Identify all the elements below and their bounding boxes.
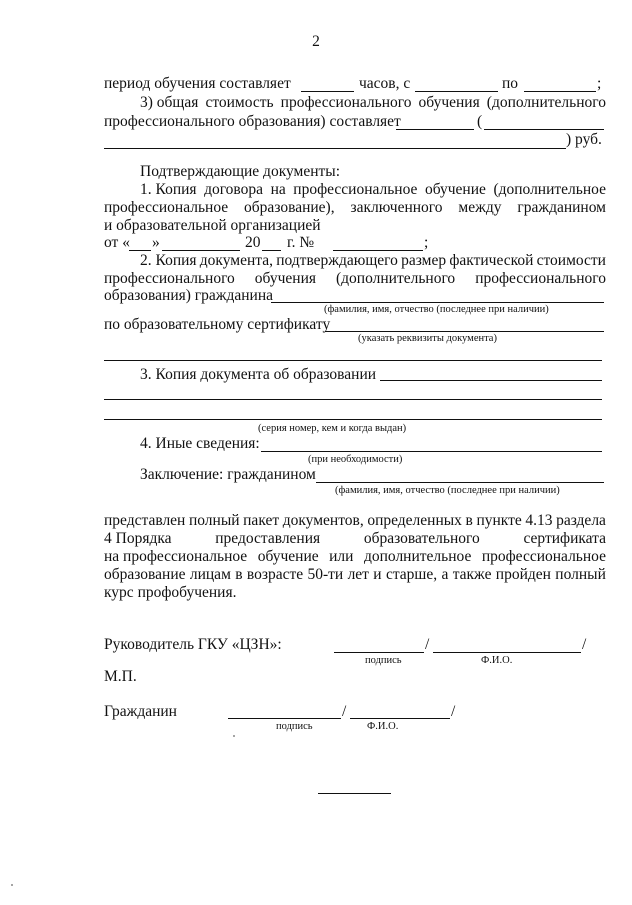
- word: (дополнительного: [486, 94, 606, 111]
- blank-from: [415, 91, 498, 92]
- blank-number: [333, 250, 423, 251]
- blank-to: [524, 91, 596, 92]
- doc1-line2: [104, 199, 606, 217]
- word: подтверждающего: [276, 252, 398, 269]
- blank-citizen-signature: [228, 718, 341, 719]
- word: полный: [555, 566, 606, 583]
- scan-speck: [233, 735, 235, 737]
- text-line: Заключение: гражданином: [140, 466, 316, 483]
- citizen-label: Гражданин: [104, 703, 177, 720]
- word: образование: [104, 566, 186, 583]
- word: на профессиональное: [104, 548, 248, 565]
- word: обучения: [418, 94, 480, 111]
- word: договора: [204, 181, 264, 198]
- word: (дополнительного: [336, 270, 456, 287]
- blank-cost-words-cont: [104, 148, 566, 149]
- blank-education-2: [104, 399, 602, 400]
- text-line: (: [477, 113, 483, 130]
- text-line: г. №: [287, 234, 315, 251]
- caption: подпись: [365, 655, 402, 666]
- word: в: [235, 566, 243, 583]
- word: дополнительное: [363, 548, 472, 565]
- word: профессионального: [475, 270, 606, 287]
- text-line: 3. Копия документа об образовании: [140, 366, 377, 383]
- text-line: ;: [597, 75, 602, 92]
- text-line: ;: [424, 234, 429, 251]
- blank-cost-words: [484, 129, 604, 130]
- docs-heading: Подтверждающие документы:: [140, 163, 341, 180]
- result-line3: [104, 548, 606, 566]
- slash: /: [582, 636, 587, 653]
- text-line: от «: [104, 234, 130, 251]
- word: предоставления: [215, 530, 321, 547]
- word: стоимость: [205, 94, 274, 111]
- word: представлен: [104, 512, 186, 529]
- word: (дополнительное: [493, 181, 606, 198]
- word: стоимости: [536, 252, 606, 269]
- blank-conclusion-fio: [316, 482, 604, 483]
- caption: (фамилия, имя, отчество (последнее при наличии): [324, 304, 549, 315]
- word: документов,: [282, 512, 364, 529]
- text-line: часов, с: [359, 75, 411, 92]
- word: возрасте: [246, 566, 304, 583]
- caption: (указать реквизиты документа): [358, 333, 497, 344]
- blank-citizen-fio: [350, 718, 450, 719]
- item3-line1: [140, 94, 606, 112]
- word: обучение: [257, 548, 319, 565]
- word: 3) общая: [140, 94, 199, 111]
- word: лет: [347, 566, 369, 583]
- doc2-line2: [104, 270, 606, 288]
- text-line: по: [502, 75, 519, 92]
- word: 2. Копия: [140, 252, 197, 269]
- word: образовательного: [363, 530, 480, 547]
- word: 4 Порядка: [104, 530, 172, 547]
- word: профессиональное: [104, 199, 229, 216]
- page-number: 2: [312, 33, 320, 50]
- doc2-line1: [140, 252, 606, 270]
- doc1-line1: [140, 181, 606, 199]
- word: профессиональное: [293, 181, 418, 198]
- text-line: и образовательной организацией: [104, 217, 321, 234]
- text-line: по образовательному сертификату: [104, 316, 331, 333]
- text-line: 4. Иные сведения:: [140, 435, 260, 452]
- word: также: [452, 566, 492, 583]
- word: а: [441, 566, 449, 583]
- blank-year: [262, 250, 281, 251]
- word: лицам: [189, 566, 231, 583]
- word: профессионального: [280, 94, 412, 111]
- result-line2: [104, 530, 606, 548]
- word: определенных: [367, 512, 462, 529]
- word: фактической: [449, 252, 534, 269]
- word: профессионального: [104, 270, 235, 287]
- stamp-label: М.П.: [104, 668, 137, 685]
- blank-certificate-cont: [104, 360, 602, 361]
- word: старше,: [385, 566, 438, 583]
- word: обучение: [424, 181, 486, 198]
- word: 1. Копия: [140, 181, 197, 198]
- slash: /: [451, 703, 456, 720]
- word: заключенного: [350, 199, 443, 216]
- blank-month: [162, 250, 240, 251]
- word: документа,: [199, 252, 273, 269]
- word: пройден: [495, 566, 551, 583]
- word: на: [270, 181, 286, 198]
- text-line: курс профобучения.: [104, 584, 237, 601]
- word: между: [458, 199, 502, 216]
- blank-certificate: [325, 331, 604, 332]
- blank-head-signature: [334, 652, 424, 653]
- text-line: период обучения составляет: [104, 75, 291, 92]
- word: раздела: [556, 512, 606, 529]
- word: пункте: [476, 512, 522, 529]
- blank-day: [129, 250, 151, 251]
- result-line1: [104, 512, 606, 530]
- slash: /: [425, 636, 430, 653]
- scan-speck: [11, 884, 13, 886]
- word: размер: [401, 252, 447, 269]
- end-rule: [318, 793, 391, 794]
- blank-head-fio: [433, 652, 581, 653]
- word: полный: [188, 512, 240, 529]
- caption: Ф.И.О.: [481, 655, 513, 666]
- word: или: [329, 548, 354, 565]
- result-line4: [104, 566, 606, 584]
- caption: (серия номер, кем и когда выдан): [258, 423, 407, 434]
- head-label: Руководитель ГКУ «ЦЗН»:: [104, 636, 282, 653]
- blank-other: [261, 451, 602, 452]
- slash: /: [342, 703, 347, 720]
- word: гражданином: [517, 199, 606, 216]
- word: 4.13: [525, 512, 553, 529]
- blank-cost: [396, 129, 474, 130]
- blank-education: [380, 380, 602, 381]
- word: пакет: [243, 512, 280, 529]
- text-line: ) руб.: [566, 131, 602, 148]
- word: сертификата: [523, 530, 606, 547]
- text-line: образования) гражданина: [104, 287, 274, 304]
- text-line: профессионального образования) составляет: [104, 113, 401, 130]
- caption: (при необходимости): [308, 454, 403, 465]
- word: обучения: [254, 270, 316, 287]
- blank-hours: [301, 91, 354, 92]
- text-line: 20: [245, 234, 261, 251]
- word: профессиональное: [481, 548, 606, 565]
- blank-fio: [271, 302, 604, 303]
- word: в: [465, 512, 473, 529]
- word: образование),: [244, 199, 335, 216]
- word: 50-ти: [307, 566, 344, 583]
- blank-education-3: [104, 419, 602, 420]
- caption: Ф.И.О.: [367, 721, 399, 732]
- text-line: »: [152, 234, 160, 251]
- caption: (фамилия, имя, отчество (последнее при наличии): [335, 485, 560, 496]
- caption: подпись: [276, 721, 313, 732]
- word: и: [373, 566, 382, 583]
